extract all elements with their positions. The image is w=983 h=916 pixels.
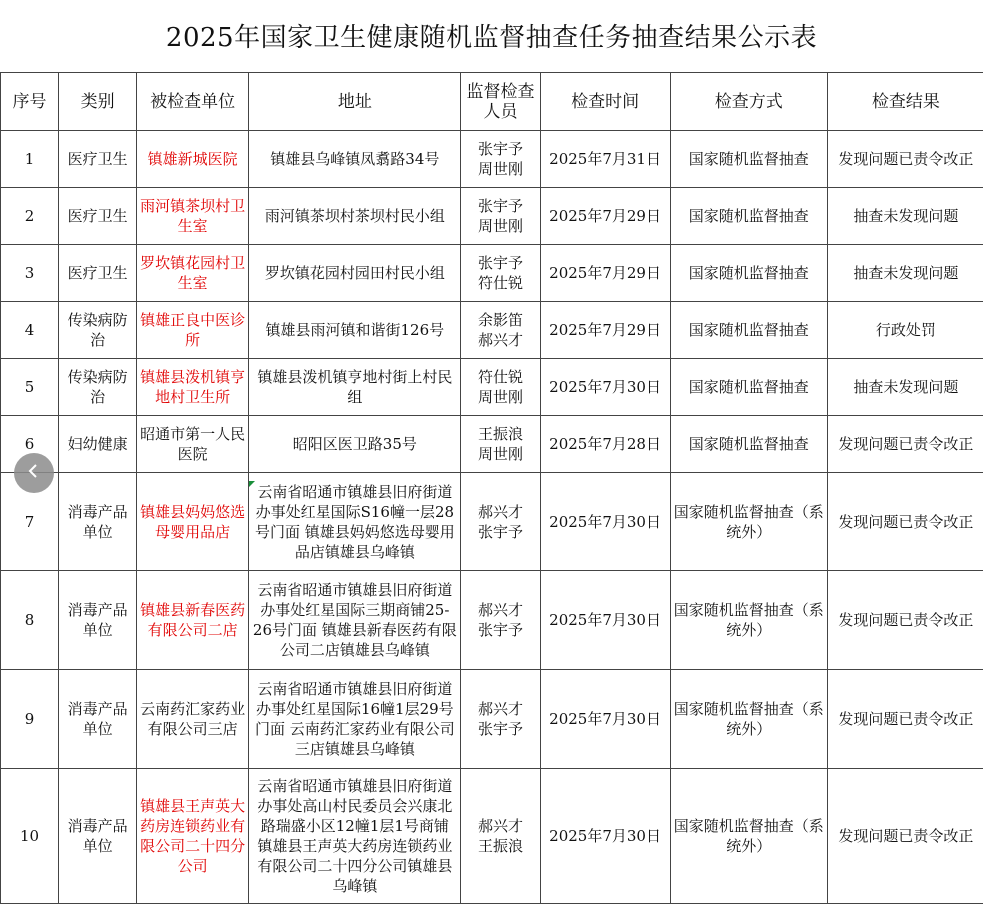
cell-result: 发现问题已责令改正 (827, 473, 983, 571)
table-row (1, 571, 983, 670)
table-row (1, 670, 983, 769)
cell-result: 发现问题已责令改正 (827, 670, 983, 769)
cell-category: 传染病防治 (59, 359, 137, 416)
cell-unit: 镇雄县妈妈悠选母婴用品店 (137, 473, 249, 571)
cell-result: 抽查未发现问题 (827, 245, 983, 302)
cell-inspector: 郝兴才 张宇予 (461, 473, 540, 571)
cell-comment-marker (249, 481, 255, 487)
cell-category: 传染病防治 (59, 302, 137, 359)
cell-address: 昭阳区医卫路35号 (249, 416, 461, 473)
cell-category: 医疗卫生 (59, 188, 137, 245)
cell-time: 2025年7月30日 (540, 571, 670, 670)
cell-unit: 雨河镇茶坝村卫生室 (137, 188, 249, 245)
cell-unit: 罗坎镇花园村卫生室 (137, 245, 249, 302)
header-row (1, 73, 983, 131)
cell-method: 国家随机监督抽查（系统外） (670, 571, 827, 670)
table-row (1, 359, 983, 416)
cell-category: 医疗卫生 (59, 245, 137, 302)
header-no: 序号 (1, 73, 59, 131)
cell-address: 云南省昭通市镇雄县旧府街道办事处红星国际三期商铺25-26号门面 镇雄县新春医药有限公司二店镇雄县乌峰镇 (249, 571, 461, 670)
header-category: 类别 (59, 73, 137, 131)
cell-address: 镇雄县泼机镇亨地村街上村民组 (249, 359, 461, 416)
table-row (1, 302, 983, 359)
cell-category: 消毒产品单位 (59, 473, 137, 571)
cell-time: 2025年7月28日 (540, 416, 670, 473)
cell-no: 10 (1, 769, 59, 904)
cell-result: 发现问题已责令改正 (827, 769, 983, 904)
cell-address: 罗坎镇花园村园田村民小组 (249, 245, 461, 302)
cell-no: 5 (1, 359, 59, 416)
cell-result: 抽查未发现问题 (827, 188, 983, 245)
table-row (1, 416, 983, 473)
cell-unit: 镇雄正良中医诊所 (137, 302, 249, 359)
cell-method: 国家随机监督抽查（系统外） (670, 473, 827, 571)
cell-no: 3 (1, 245, 59, 302)
prev-page-button[interactable] (14, 453, 54, 493)
cell-address: 镇雄县乌峰镇凤翥路34号 (249, 131, 461, 188)
cell-time: 2025年7月30日 (540, 769, 670, 904)
cell-inspector: 符仕锐 周世刚 (461, 359, 540, 416)
cell-result: 抽查未发现问题 (827, 359, 983, 416)
cell-inspector: 张宇予 周世刚 (461, 131, 540, 188)
cell-no: 8 (1, 571, 59, 670)
cell-address: 云南省昭通市镇雄县旧府街道办事处红星国际16幢1层29号门面 云南药汇家药业有限公司三店镇雄县乌峰镇 (249, 670, 461, 769)
cell-method: 国家随机监督抽查 (670, 131, 827, 188)
header-time: 检查时间 (540, 73, 670, 131)
cell-category: 消毒产品单位 (59, 571, 137, 670)
cell-no: 1 (1, 131, 59, 188)
cell-inspector: 张宇予 周世刚 (461, 188, 540, 245)
cell-category: 妇幼健康 (59, 416, 137, 473)
cell-result: 行政处罚 (827, 302, 983, 359)
cell-method: 国家随机监督抽查 (670, 359, 827, 416)
cell-no: 7 (1, 473, 59, 571)
cell-method: 国家随机监督抽查 (670, 188, 827, 245)
cell-unit: 镇雄县新春医药有限公司二店 (137, 571, 249, 670)
cell-result: 发现问题已责令改正 (827, 131, 983, 188)
cell-inspector: 张宇予 符仕锐 (461, 245, 540, 302)
header-inspector: 监督检查人员 (461, 73, 540, 131)
cell-unit: 云南药汇家药业有限公司三店 (137, 670, 249, 769)
cell-address: 雨河镇茶坝村茶坝村民小组 (249, 188, 461, 245)
cell-inspector: 郝兴才 张宇予 (461, 571, 540, 670)
cell-unit: 镇雄县泼机镇亨地村卫生所 (137, 359, 249, 416)
header-unit: 被检查单位 (137, 73, 249, 131)
cell-no: 4 (1, 302, 59, 359)
cell-method: 国家随机监督抽查 (670, 416, 827, 473)
table-row (1, 131, 983, 188)
cell-no: 2 (1, 188, 59, 245)
header-address: 地址 (249, 73, 461, 131)
header-method: 检查方式 (670, 73, 827, 131)
cell-time: 2025年7月29日 (540, 245, 670, 302)
cell-category: 医疗卫生 (59, 131, 137, 188)
cell-time: 2025年7月29日 (540, 302, 670, 359)
table-row (1, 245, 983, 302)
cell-time: 2025年7月31日 (540, 131, 670, 188)
results-table (0, 72, 983, 904)
cell-inspector: 郝兴才 张宇予 (461, 670, 540, 769)
cell-address: 云南省昭通市镇雄县旧府街道办事处高山村民委员会兴康北路瑞盛小区12幢1层1号商铺 镇雄县王声英大药房连锁药业有限公司二十四分公司镇雄县乌峰镇 (249, 769, 461, 904)
cell-result: 发现问题已责令改正 (827, 416, 983, 473)
cell-method: 国家随机监督抽查 (670, 245, 827, 302)
cell-address: 镇雄县雨河镇和谐街126号 (249, 302, 461, 359)
cell-time: 2025年7月30日 (540, 359, 670, 416)
cell-category: 消毒产品单位 (59, 670, 137, 769)
cell-unit: 镇雄县王声英大药房连锁药业有限公司二十四分公司 (137, 769, 249, 904)
cell-no: 6 (1, 416, 59, 473)
cell-inspector: 郝兴才 王振浪 (461, 769, 540, 904)
cell-address: 云南省昭通市镇雄县旧府街道办事处红星国际S16幢一层28号门面 镇雄县妈妈悠选母婴用品店镇雄县乌峰镇 (249, 473, 461, 571)
page-title: 2025年国家卫生健康随机监督抽查任务抽查结果公示表 (165, 23, 818, 53)
cell-inspector: 王振浪 周世刚 (461, 416, 540, 473)
table-row (1, 473, 983, 571)
header-result: 检查结果 (827, 73, 983, 131)
cell-time: 2025年7月30日 (540, 473, 670, 571)
cell-inspector: 余影笛 郝兴才 (461, 302, 540, 359)
table-row (1, 188, 983, 245)
cell-time: 2025年7月29日 (540, 188, 670, 245)
cell-method: 国家随机监督抽查（系统外） (670, 769, 827, 904)
cell-category: 消毒产品单位 (59, 769, 137, 904)
table-row (1, 769, 983, 904)
cell-result: 发现问题已责令改正 (827, 571, 983, 670)
cell-no: 9 (1, 670, 59, 769)
cell-time: 2025年7月30日 (540, 670, 670, 769)
cell-method: 国家随机监督抽查（系统外） (670, 670, 827, 769)
cell-unit: 昭通市第一人民医院 (137, 416, 249, 473)
cell-unit: 镇雄新城医院 (137, 131, 249, 188)
chevron-left-icon (27, 463, 41, 483)
cell-method: 国家随机监督抽查 (670, 302, 827, 359)
